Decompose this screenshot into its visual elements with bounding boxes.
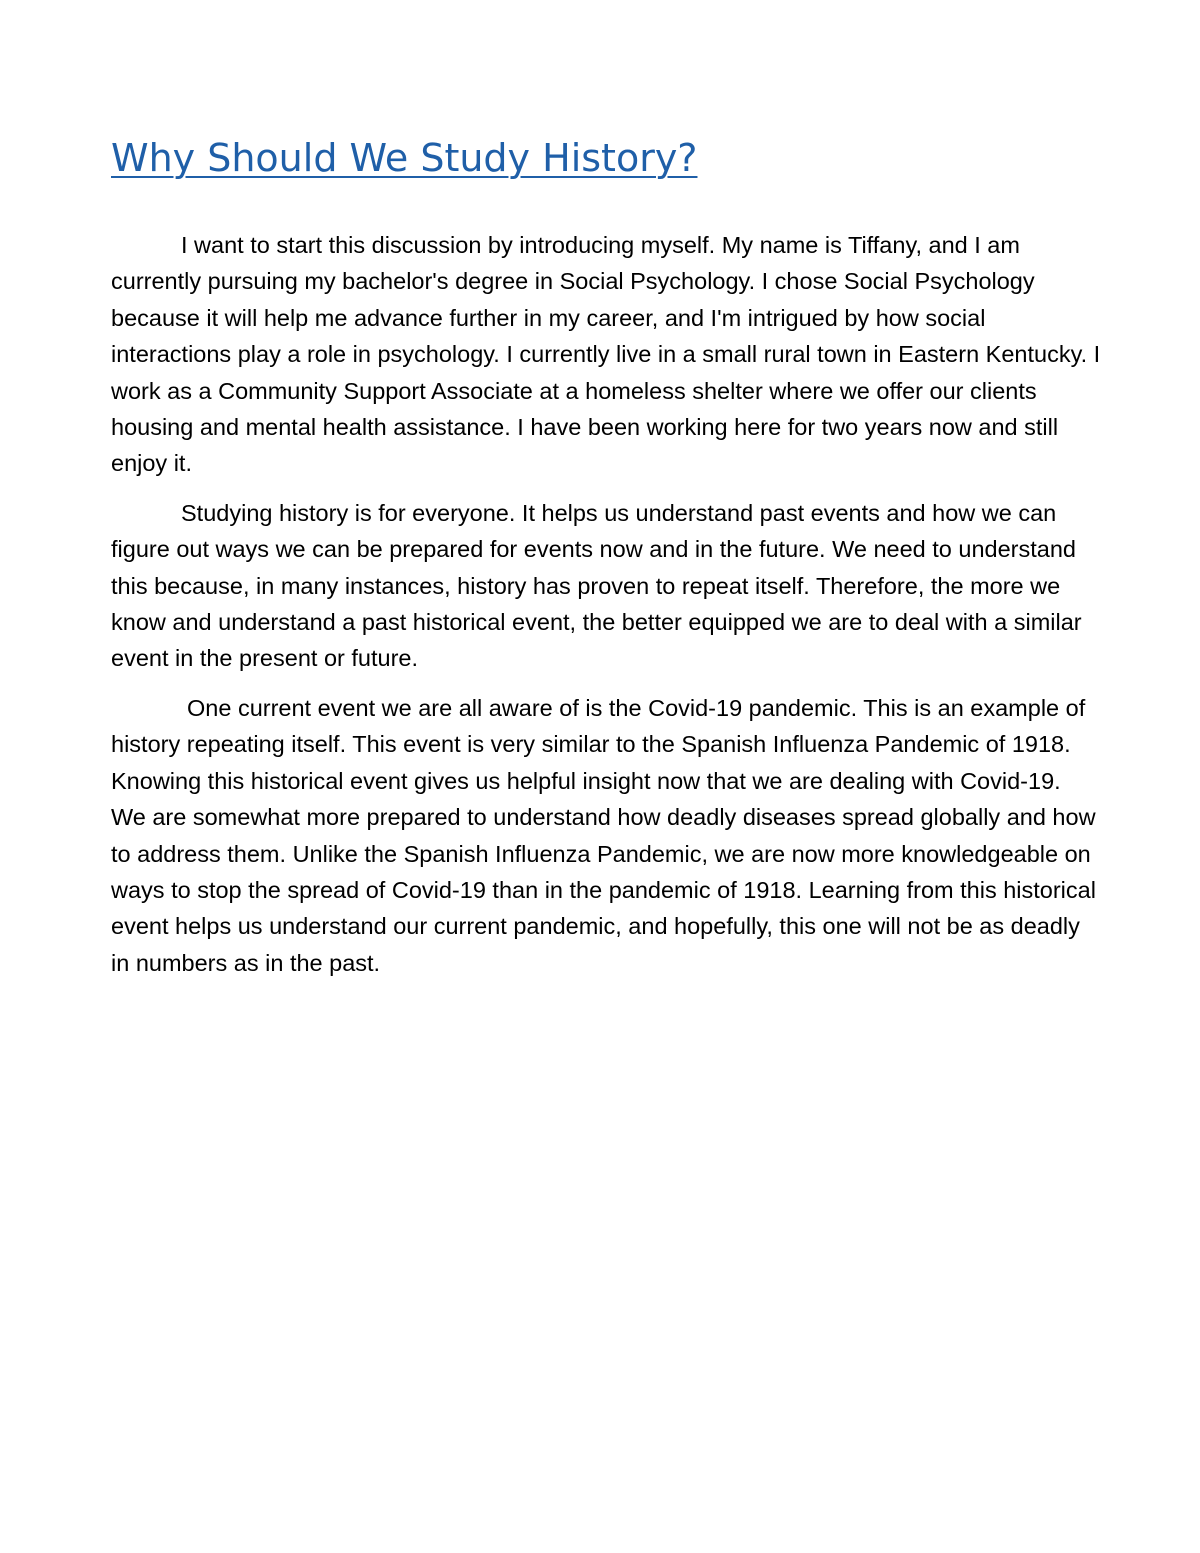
document-title: Why Should We Study History?	[111, 136, 698, 180]
paragraph-covid-example: One current event we are all aware of is the Covid-19 pandemic. This is an example of history repeating itself. This event is very similar to the Spanish Influenza Pandemic of 1918. Knowing this historical event gives us helpful insight now that we are dealing with Covid-19. We are somewhat more prepared to understand how deadly diseases spread globally and how to address them. Unlike the Spanish Influenza Pandemic, we are now more knowledgeable on ways to stop the spread of Covid-19 than in the pandemic of 1918. Learning from this historical event helps us understand our current pandemic, and hopefully, this one will not be as deadly in numbers as in the past.	[111, 694, 1096, 976]
paragraph-introduction: I want to start this discussion by introducing myself. My name is Tiffany, and I am currently pursuing my bachelor's degree in Social Psychology. I chose Social Psychology because it will help me advance further in my career, and I'm intrigued by how social interactions play a role in psychology. I currently live in a small rural town in Eastern Kentucky. I work as a Community Support Associate at a homeless shelter where we offer our clients housing and mental health assistance. I have been working here for two years now and still enjoy it.	[111, 232, 1101, 477]
document-body	[111, 227, 1101, 994]
paragraph-why-study-history: Studying history is for everyone. It helps us understand past events and how we can figure out ways we can be prepared for events now and in the future. We need to understand this because, in many instances, history has proven to repeat itself. Therefore, the more we know and understand a past historical event, the better equipped we are to deal with a similar event in the present or future.	[111, 499, 1082, 672]
